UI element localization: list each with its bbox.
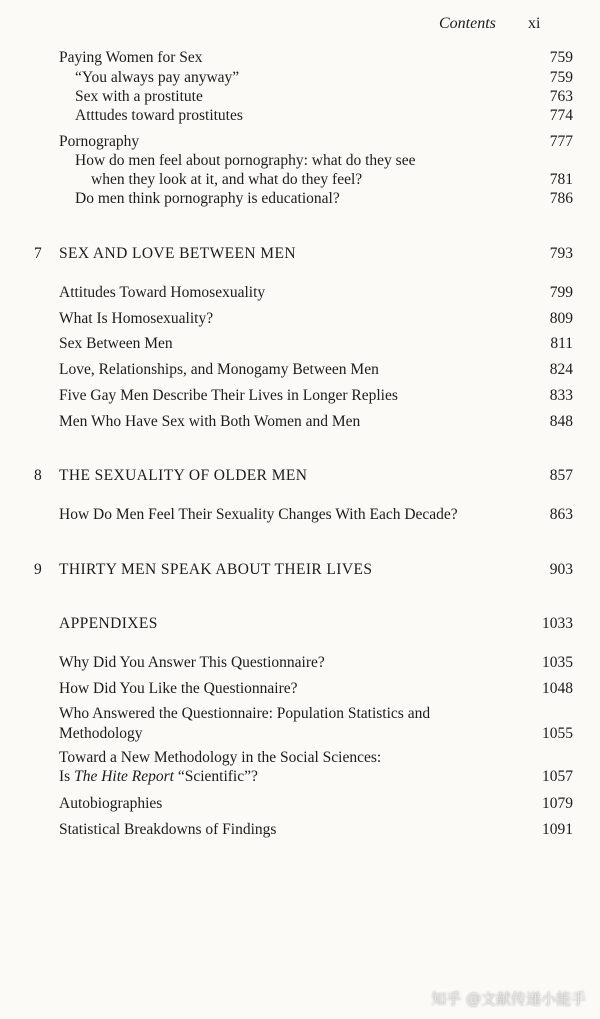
chapter-page: 903 — [549, 561, 573, 578]
toc-entry-title: Five Gay Men Describe Their Lives in Longer Replies — [59, 387, 398, 404]
toc-entry-title-line2: Methodology — [59, 725, 143, 742]
chapter-number: 7 — [34, 245, 42, 262]
appendixes-page: 1033 — [542, 615, 573, 632]
toc-entry-page: 848 — [549, 413, 573, 430]
toc-subentry-title-line1: How do men feel about pornography: what do they see — [75, 152, 416, 169]
toc-entry-title-line2 — [59, 767, 258, 786]
toc-entry-title-prefix: Is — [59, 768, 75, 785]
toc-subentry-title: Sex with a prostitute — [75, 88, 203, 105]
chapter-page: 793 — [549, 245, 573, 262]
toc-entry-title: Sex Between Men — [59, 335, 173, 352]
running-header-title: Contents — [439, 15, 496, 32]
toc-entry-page: 809 — [549, 310, 573, 327]
toc-subentry-title-line2: when they look at it, and what do they feel? — [91, 171, 363, 188]
chapter-page: 857 — [549, 467, 573, 484]
watermark-text: 知乎 @文献传递小能手 — [431, 990, 586, 1008]
chapter-number: 8 — [34, 467, 42, 484]
toc-subentry-page: 781 — [549, 171, 573, 188]
chapter-title: SEX AND LOVE BETWEEN MEN — [59, 245, 296, 262]
toc-entry-page: 1091 — [542, 821, 573, 838]
toc-entry-page: 863 — [549, 506, 573, 523]
toc-entry-page: 824 — [549, 361, 573, 378]
toc-entry-page: 1057 — [542, 768, 573, 785]
toc-entry-title: Men Who Have Sex with Both Women and Men — [59, 413, 361, 430]
toc-entry-page: 833 — [549, 387, 573, 404]
toc-entry-title: Love, Relationships, and Monogamy Between Men — [59, 361, 379, 378]
toc-entry-title: Pornography — [59, 133, 140, 150]
toc-entry-page: 811 — [550, 335, 573, 352]
toc-subentry-page: 763 — [549, 88, 573, 105]
book-title-italic: The Hite Report — [74, 768, 174, 785]
toc-entry-page: 799 — [549, 284, 573, 301]
toc-subentry-title: Atttudes toward prostitutes — [75, 107, 243, 124]
running-header-page-number: xi — [528, 15, 541, 32]
toc-entry-title: What Is Homosexuality? — [59, 310, 214, 327]
toc-entry-title-suffix: “Scientific”? — [173, 768, 258, 785]
toc-entry-page: 1055 — [542, 725, 573, 742]
toc-entry-title: Attitudes Toward Homosexuality — [59, 284, 266, 301]
toc-entry-page: 1079 — [542, 795, 573, 812]
toc-entry-page: 777 — [549, 133, 573, 150]
chapter-title: THE SEXUALITY OF OLDER MEN — [59, 467, 308, 484]
toc-subentry-title: Do men think pornography is educational? — [75, 190, 340, 207]
toc-entry-title: Autobiographies — [59, 795, 163, 812]
toc-entry-page: 1035 — [542, 654, 573, 671]
toc-subentry-page: 786 — [549, 190, 573, 207]
toc-entry-title: Why Did You Answer This Questionnaire? — [59, 654, 325, 671]
toc-entry-title-line1: Who Answered the Questionnaire: Population Statistics and — [59, 705, 431, 722]
appendixes-title: APPENDIXES — [59, 615, 158, 632]
toc-entry-title: Paying Women for Sex — [59, 49, 203, 66]
toc-subentry-title: “You always pay anyway” — [75, 69, 240, 86]
toc-entry-title: How Did You Like the Questionnaire? — [59, 680, 298, 697]
chapter-title: THIRTY MEN SPEAK ABOUT THEIR LIVES — [59, 561, 373, 578]
toc-entry-page: 1048 — [542, 680, 573, 697]
toc-entry-title: How Do Men Feel Their Sexuality Changes With Each Decade? — [59, 506, 458, 523]
toc-entry-title-line1: Toward a New Methodology in the Social Sciences: — [59, 749, 382, 766]
toc-entry-title: Statistical Breakdowns of Findings — [59, 821, 277, 838]
chapter-number: 9 — [34, 561, 42, 578]
toc-subentry-page: 774 — [549, 107, 573, 124]
toc-subentry-page: 759 — [549, 69, 573, 86]
toc-entry-page: 759 — [549, 49, 573, 66]
